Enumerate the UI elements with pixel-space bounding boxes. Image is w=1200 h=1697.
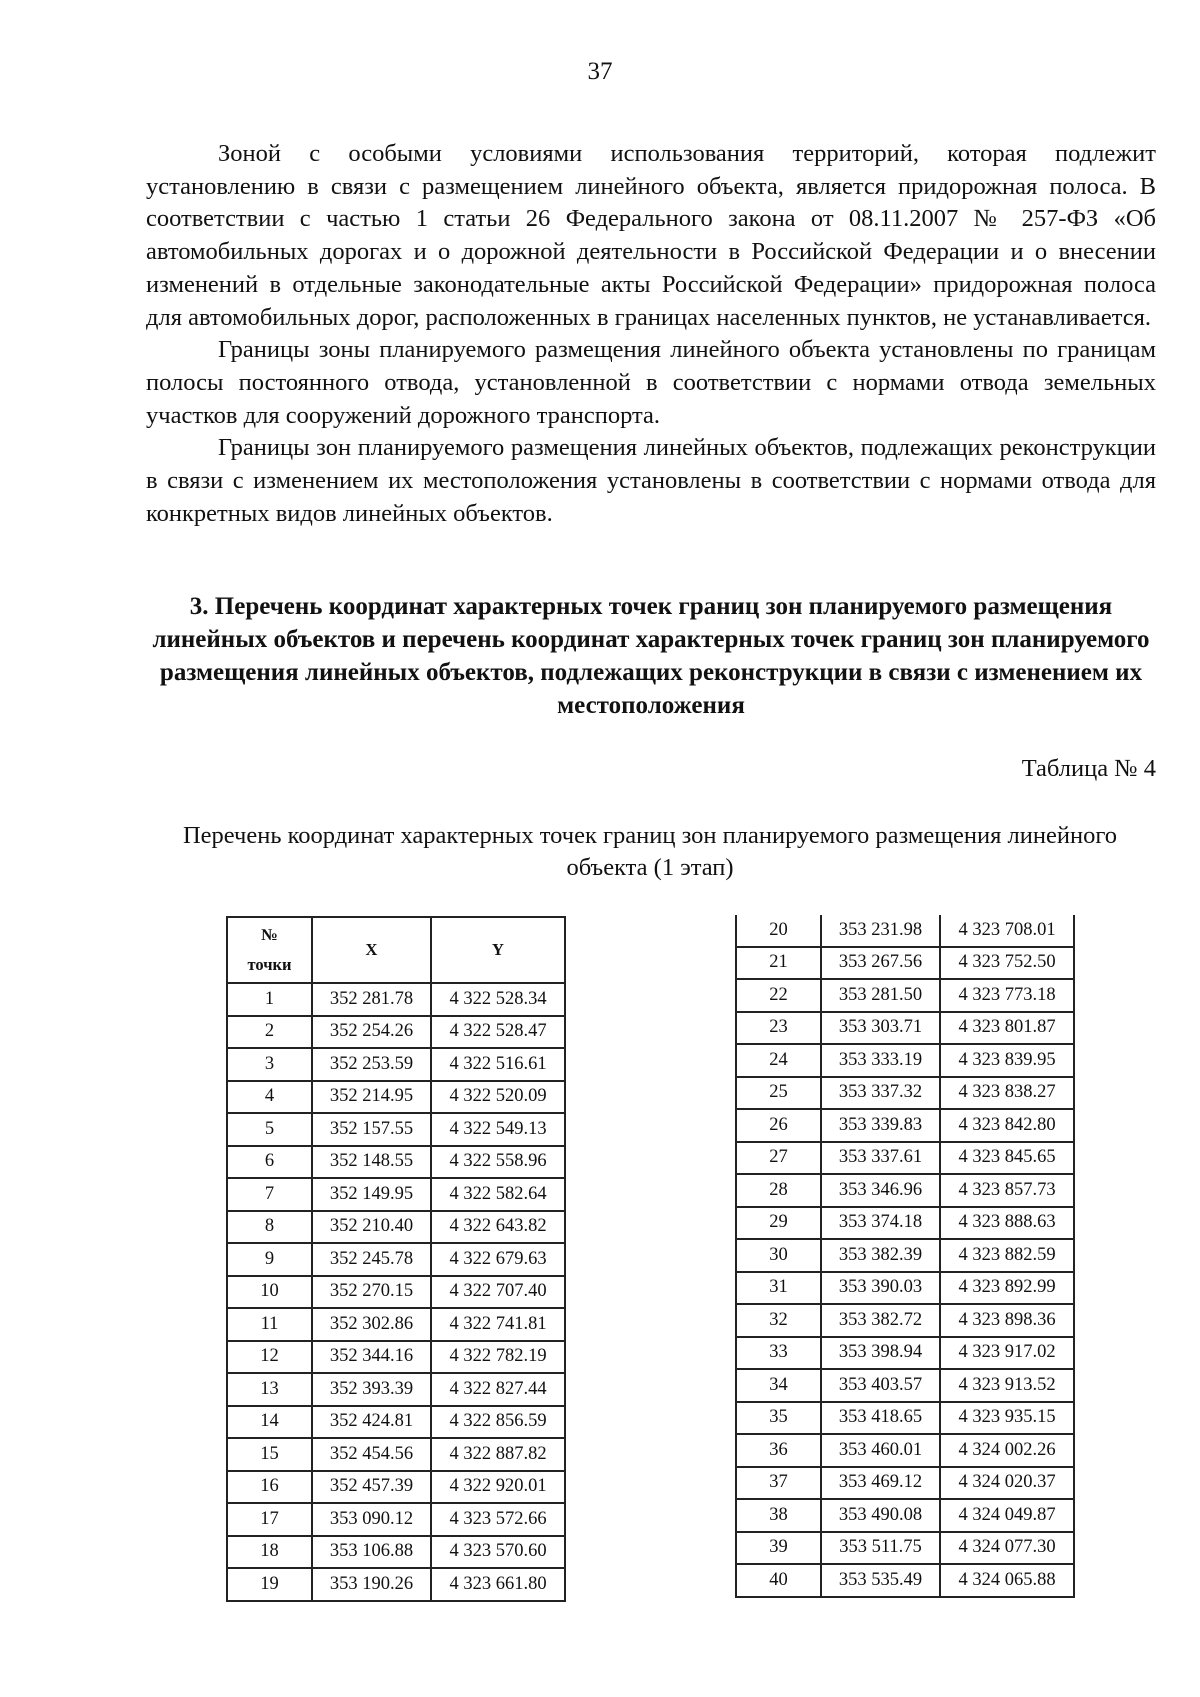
table-row <box>736 1239 1074 1272</box>
cell-y: 4 323 838.27 <box>940 1077 1074 1110</box>
cell-x: 352 254.26 <box>312 1016 431 1049</box>
cell-x: 353 231.98 <box>821 915 940 947</box>
cell-point-number: 5 <box>227 1113 312 1146</box>
cell-x: 352 393.39 <box>312 1373 431 1406</box>
cell-y: 4 323 898.36 <box>940 1304 1074 1337</box>
cell-x: 352 245.78 <box>312 1243 431 1276</box>
table-row <box>736 1207 1074 1240</box>
cell-x: 352 149.95 <box>312 1178 431 1211</box>
table-row <box>227 1276 565 1309</box>
table-row <box>736 1499 1074 1532</box>
table-row <box>227 1016 565 1049</box>
cell-point-number: 11 <box>227 1308 312 1341</box>
table-row <box>736 1077 1074 1110</box>
cell-x: 353 511.75 <box>821 1532 940 1565</box>
table-row <box>736 1109 1074 1142</box>
coordinates-table-right <box>735 915 1075 1598</box>
cell-point-number: 32 <box>736 1304 821 1337</box>
cell-y: 4 322 741.81 <box>431 1308 565 1341</box>
cell-point-number: 14 <box>227 1406 312 1439</box>
cell-point-number: 20 <box>736 915 821 947</box>
cell-point-number: 22 <box>736 979 821 1012</box>
cell-y: 4 323 842.80 <box>940 1109 1074 1142</box>
cell-y: 4 322 707.40 <box>431 1276 565 1309</box>
table-row <box>227 1211 565 1244</box>
table-row <box>736 1532 1074 1565</box>
cell-x: 353 403.57 <box>821 1369 940 1402</box>
cell-x: 353 190.26 <box>312 1568 431 1601</box>
cell-x: 353 469.12 <box>821 1467 940 1500</box>
cell-y: 4 323 839.95 <box>940 1044 1074 1077</box>
table-row <box>227 1341 565 1374</box>
cell-x: 353 339.83 <box>821 1109 940 1142</box>
cell-y: 4 323 572.66 <box>431 1503 565 1536</box>
table-row <box>227 1146 565 1179</box>
cell-x: 352 210.40 <box>312 1211 431 1244</box>
cell-point-number: 26 <box>736 1109 821 1142</box>
table-row <box>227 1178 565 1211</box>
cell-point-number: 31 <box>736 1272 821 1305</box>
table-row <box>736 1272 1074 1305</box>
table-number: Таблица № 4 <box>1021 755 1156 782</box>
paragraph: Границы зоны планируемого размещения линейного объекта установлены по границам полосы постоянного отвода, установленной в соответствии с нормами отвода земельных участков для сооружений дорожного транспорта. <box>146 336 1156 429</box>
cell-x: 353 337.61 <box>821 1142 940 1175</box>
cell-point-number: 13 <box>227 1373 312 1406</box>
cell-point-number: 39 <box>736 1532 821 1565</box>
cell-y: 4 323 917.02 <box>940 1337 1074 1370</box>
cell-y: 4 322 887.82 <box>431 1438 565 1471</box>
body-text <box>146 138 1156 530</box>
header-num-symbol: № <box>261 925 278 944</box>
column-header-y: Y <box>431 917 565 983</box>
cell-x: 352 157.55 <box>312 1113 431 1146</box>
cell-x: 353 303.71 <box>821 1012 940 1045</box>
table-row <box>227 1536 565 1569</box>
table-row <box>736 1044 1074 1077</box>
cell-x: 353 382.72 <box>821 1304 940 1337</box>
table-row <box>227 1081 565 1114</box>
cell-point-number: 9 <box>227 1243 312 1276</box>
cell-point-number: 10 <box>227 1276 312 1309</box>
table-row <box>736 947 1074 980</box>
cell-x: 352 457.39 <box>312 1471 431 1504</box>
cell-y: 4 323 882.59 <box>940 1239 1074 1272</box>
table-row <box>227 1406 565 1439</box>
cell-point-number: 16 <box>227 1471 312 1504</box>
table-row <box>227 1113 565 1146</box>
cell-x: 353 281.50 <box>821 979 940 1012</box>
cell-y: 4 322 643.82 <box>431 1211 565 1244</box>
cell-y: 4 322 549.13 <box>431 1113 565 1146</box>
cell-point-number: 15 <box>227 1438 312 1471</box>
cell-point-number: 36 <box>736 1434 821 1467</box>
table-row <box>736 1434 1074 1467</box>
cell-x: 353 106.88 <box>312 1536 431 1569</box>
cell-y: 4 322 520.09 <box>431 1081 565 1114</box>
table-row <box>227 1243 565 1276</box>
table-row <box>736 1174 1074 1207</box>
page-number: 37 <box>587 58 613 85</box>
table-row <box>736 1012 1074 1045</box>
cell-point-number: 2 <box>227 1016 312 1049</box>
table-row <box>736 1337 1074 1370</box>
cell-y: 4 323 801.87 <box>940 1012 1074 1045</box>
cell-point-number: 23 <box>736 1012 821 1045</box>
cell-y: 4 322 827.44 <box>431 1373 565 1406</box>
cell-point-number: 17 <box>227 1503 312 1536</box>
cell-point-number: 29 <box>736 1207 821 1240</box>
table-row <box>227 983 565 1016</box>
table-row <box>227 1503 565 1536</box>
cell-y: 4 322 558.96 <box>431 1146 565 1179</box>
cell-y: 4 323 913.52 <box>940 1369 1074 1402</box>
cell-y: 4 323 857.73 <box>940 1174 1074 1207</box>
table-row <box>227 1373 565 1406</box>
cell-point-number: 35 <box>736 1402 821 1435</box>
cell-x: 352 302.86 <box>312 1308 431 1341</box>
table-row <box>736 1564 1074 1597</box>
section-heading: 3. Перечень координат характерных точек границ зон планируемого размещения линейных объектов и перечень координат характерных точек границ зон планируемого размещения линейных объектов, подлежащих реконструкции в связи с изменением их местоположения <box>152 593 1150 719</box>
cell-point-number: 37 <box>736 1467 821 1500</box>
column-header-x: X <box>312 917 431 983</box>
cell-point-number: 24 <box>736 1044 821 1077</box>
cell-y: 4 322 528.47 <box>431 1016 565 1049</box>
cell-x: 353 398.94 <box>821 1337 940 1370</box>
paragraph: Зоной с особыми условиями использования территорий, которая подлежит установлению в связи с размещением линейного объекта, является придорожная полоса. В соответствии с частью 1 статьи 26 Федерального закона от 08.11.2007 № 257-ФЗ «Об автомобильных дорогах и о дорожной деятельности в Российской Федерации и о внесении изменений в отдельные законодательные акты Российской Федерации» придорожная полоса для автомобильных дорог, расположенных в границах населенных пунктов, не устанавливается. <box>146 140 1156 331</box>
table-row <box>227 1308 565 1341</box>
cell-point-number: 38 <box>736 1499 821 1532</box>
table-row <box>736 1369 1074 1402</box>
cell-x: 352 214.95 <box>312 1081 431 1114</box>
table-row <box>736 1142 1074 1175</box>
cell-point-number: 30 <box>736 1239 821 1272</box>
cell-point-number: 4 <box>227 1081 312 1114</box>
table-row <box>736 979 1074 1012</box>
cell-x: 352 454.56 <box>312 1438 431 1471</box>
cell-y: 4 322 582.64 <box>431 1178 565 1211</box>
cell-x: 352 253.59 <box>312 1048 431 1081</box>
cell-x: 353 346.96 <box>821 1174 940 1207</box>
cell-y: 4 322 516.61 <box>431 1048 565 1081</box>
table-caption: Перечень координат характерных точек границ зон планируемого размещения линейного объекта (1 этап) <box>182 822 1118 881</box>
cell-x: 353 267.56 <box>821 947 940 980</box>
cell-y: 4 324 049.87 <box>940 1499 1074 1532</box>
cell-y: 4 322 856.59 <box>431 1406 565 1439</box>
table-row <box>736 1304 1074 1337</box>
table-row <box>227 1048 565 1081</box>
cell-y: 4 322 920.01 <box>431 1471 565 1504</box>
cell-point-number: 25 <box>736 1077 821 1110</box>
cell-y: 4 322 679.63 <box>431 1243 565 1276</box>
cell-point-number: 27 <box>736 1142 821 1175</box>
cell-point-number: 19 <box>227 1568 312 1601</box>
cell-x: 353 382.39 <box>821 1239 940 1272</box>
cell-x: 353 090.12 <box>312 1503 431 1536</box>
table-row <box>736 1402 1074 1435</box>
cell-y: 4 322 528.34 <box>431 983 565 1016</box>
cell-y: 4 324 065.88 <box>940 1564 1074 1597</box>
table-row <box>736 1467 1074 1500</box>
cell-y: 4 323 708.01 <box>940 915 1074 947</box>
cell-y: 4 323 773.18 <box>940 979 1074 1012</box>
cell-x: 352 344.16 <box>312 1341 431 1374</box>
cell-y: 4 323 935.15 <box>940 1402 1074 1435</box>
cell-y: 4 323 845.65 <box>940 1142 1074 1175</box>
header-num-word: точки <box>247 955 292 974</box>
table-header-row <box>227 917 565 983</box>
cell-point-number: 33 <box>736 1337 821 1370</box>
cell-point-number: 21 <box>736 947 821 980</box>
cell-point-number: 28 <box>736 1174 821 1207</box>
cell-point-number: 3 <box>227 1048 312 1081</box>
cell-x: 352 424.81 <box>312 1406 431 1439</box>
cell-x: 352 270.15 <box>312 1276 431 1309</box>
cell-point-number: 34 <box>736 1369 821 1402</box>
cell-y: 4 324 002.26 <box>940 1434 1074 1467</box>
cell-point-number: 40 <box>736 1564 821 1597</box>
cell-y: 4 323 888.63 <box>940 1207 1074 1240</box>
cell-y: 4 322 782.19 <box>431 1341 565 1374</box>
coordinates-table-left <box>226 916 566 1602</box>
cell-point-number: 12 <box>227 1341 312 1374</box>
cell-y: 4 323 752.50 <box>940 947 1074 980</box>
column-header-point-number <box>227 917 312 983</box>
cell-point-number: 7 <box>227 1178 312 1211</box>
cell-point-number: 8 <box>227 1211 312 1244</box>
cell-y: 4 323 892.99 <box>940 1272 1074 1305</box>
cell-x: 353 374.18 <box>821 1207 940 1240</box>
table-row <box>736 915 1074 947</box>
paragraph: Границы зон планируемого размещения линейных объектов, подлежащих реконструкции в связи с изменением их местоположения установлены в соответствии с нормами отвода для конкретных видов линейных объектов. <box>146 434 1156 527</box>
table-row <box>227 1568 565 1601</box>
cell-x: 353 337.32 <box>821 1077 940 1110</box>
cell-point-number: 18 <box>227 1536 312 1569</box>
cell-x: 353 418.65 <box>821 1402 940 1435</box>
cell-y: 4 323 570.60 <box>431 1536 565 1569</box>
cell-x: 353 390.03 <box>821 1272 940 1305</box>
table-row <box>227 1438 565 1471</box>
cell-x: 352 281.78 <box>312 983 431 1016</box>
cell-point-number: 6 <box>227 1146 312 1179</box>
cell-x: 352 148.55 <box>312 1146 431 1179</box>
table-row <box>227 1471 565 1504</box>
cell-y: 4 323 661.80 <box>431 1568 565 1601</box>
cell-y: 4 324 020.37 <box>940 1467 1074 1500</box>
cell-x: 353 333.19 <box>821 1044 940 1077</box>
cell-x: 353 460.01 <box>821 1434 940 1467</box>
cell-x: 353 535.49 <box>821 1564 940 1597</box>
cell-y: 4 324 077.30 <box>940 1532 1074 1565</box>
cell-x: 353 490.08 <box>821 1499 940 1532</box>
cell-point-number: 1 <box>227 983 312 1016</box>
